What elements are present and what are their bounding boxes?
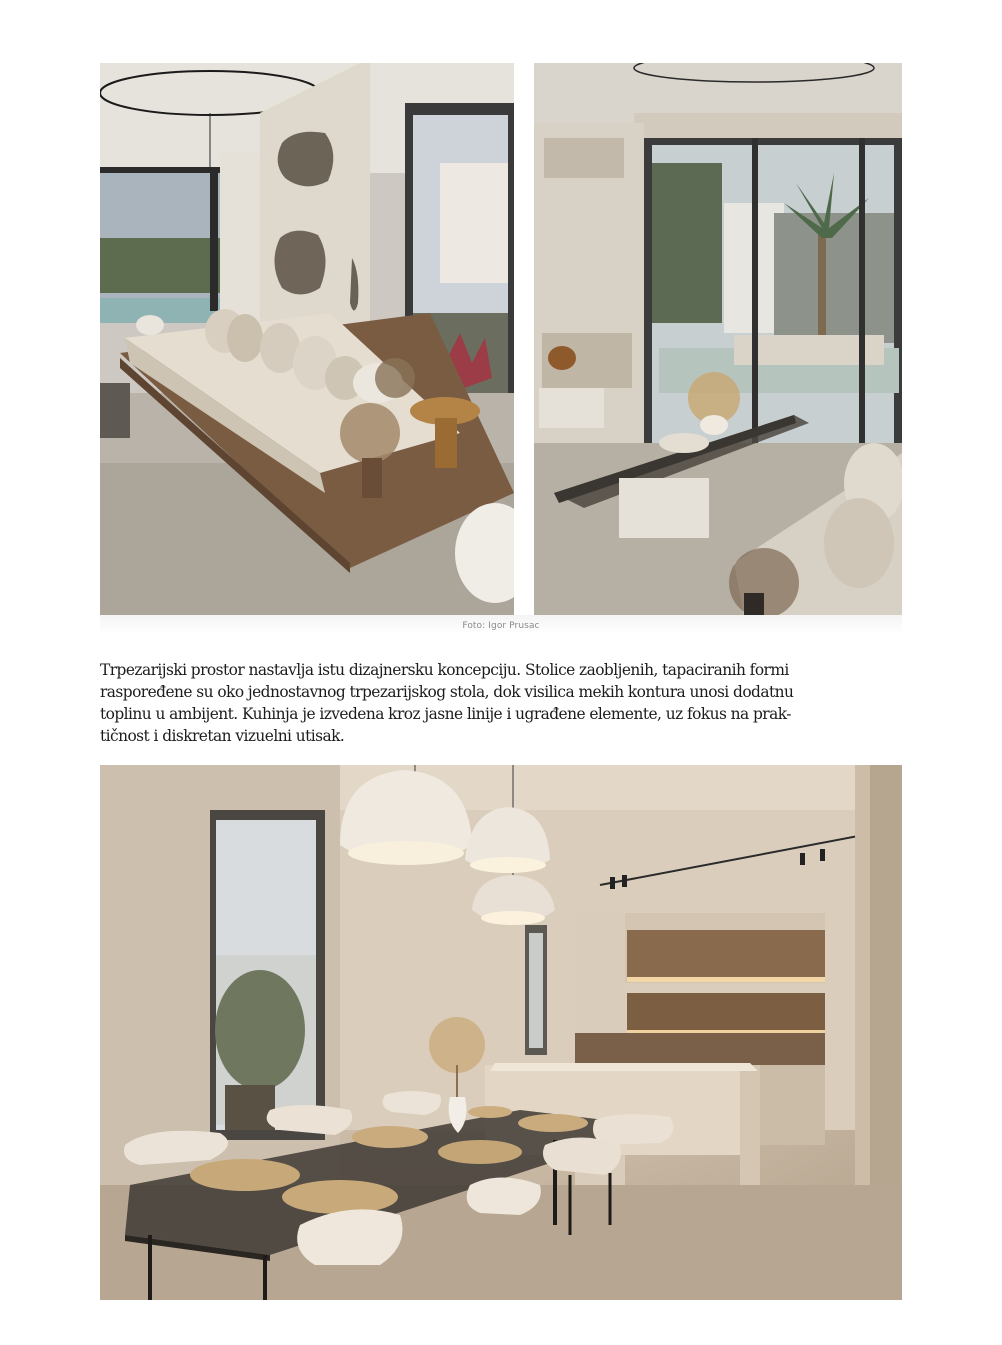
- paragraph-line: toplinu u ambijent. Kuhinja je izvedena kroz jasne linije i ugrađene elemente, uz fokus na prak-: [100, 705, 791, 723]
- paragraph-line: raspoređene su oko jednostavnog trpezarijskog stola, dok visilica mekih kontura unosi dodatnu: [100, 683, 794, 701]
- photo-credit: Foto: Igor Prusac: [462, 621, 540, 631]
- article-paragraph: [100, 659, 902, 747]
- lounge-photo: [534, 63, 902, 615]
- paragraph-line: tičnost i diskretan vizuelni utisak.: [100, 727, 345, 745]
- living-room-photo: [100, 63, 514, 615]
- photo-credit-strip: [100, 615, 902, 635]
- paragraph-line: Trpezarijski prostor nastavlja istu dizajnersku koncepciju. Stolice zaobljenih, tapaciranih formi: [100, 661, 789, 679]
- dining-room-photo: [100, 765, 902, 1300]
